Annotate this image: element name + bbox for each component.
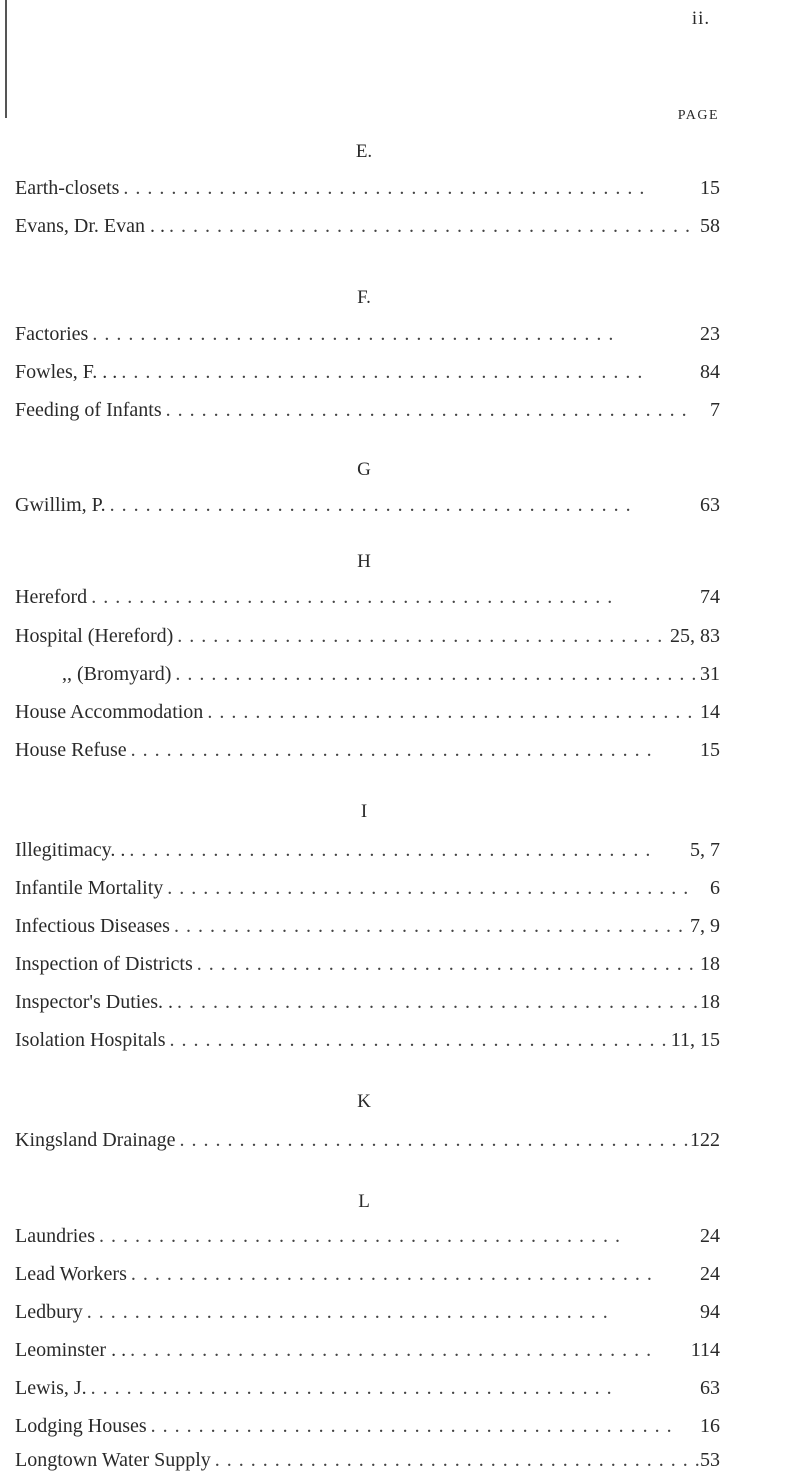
index-entry xyxy=(15,1222,720,1250)
entry-label: Lewis, J. xyxy=(15,1377,87,1399)
section-letter-g: G xyxy=(357,459,371,480)
index-entry xyxy=(15,174,720,202)
entry-label: Kingsland Drainage xyxy=(15,1129,176,1151)
page-number: ii. xyxy=(691,8,711,29)
entry-label: Hospital (Hereford) xyxy=(15,625,174,647)
index-entry xyxy=(15,396,720,424)
index-entry xyxy=(15,1298,720,1326)
dot-leader xyxy=(127,1260,700,1288)
section-letter-k: K xyxy=(357,1091,371,1112)
index-entry xyxy=(15,988,720,1016)
index-entry xyxy=(15,1126,720,1154)
entry-page-number: 15 xyxy=(700,739,720,761)
dot-leader xyxy=(171,660,700,688)
index-entry xyxy=(15,836,720,864)
dot-leader xyxy=(163,874,710,902)
index-entry xyxy=(15,358,720,386)
dot-leader xyxy=(117,358,700,386)
index-entry xyxy=(15,491,720,519)
index-entry xyxy=(15,1374,720,1402)
entry-label: Ledbury xyxy=(15,1301,83,1323)
entry-label: Earth-closets xyxy=(15,177,120,199)
index-entry xyxy=(15,1026,720,1054)
entry-label: Isolation Hospitals xyxy=(15,1029,166,1051)
entry-page-number: 53 xyxy=(700,1449,720,1471)
entry-label: Leominster . . xyxy=(15,1339,127,1361)
section-letter-h: H xyxy=(357,551,371,572)
entry-label: Hereford xyxy=(15,586,88,608)
dot-leader xyxy=(126,1336,691,1364)
dot-leader xyxy=(162,396,710,424)
dot-leader xyxy=(193,950,700,978)
index-entry xyxy=(15,583,720,611)
entry-page-number: 7, 9 xyxy=(690,915,720,937)
index-entry xyxy=(15,736,720,764)
entry-label: Longtown Water Supply xyxy=(15,1449,211,1471)
entry-label: Infantile Mortality xyxy=(15,877,164,899)
dot-leader xyxy=(211,1446,700,1474)
entry-page-number: 23 xyxy=(700,323,720,345)
index-entry xyxy=(15,1446,720,1474)
dot-leader xyxy=(203,698,700,726)
index-entry xyxy=(15,950,720,978)
dot-leader xyxy=(170,912,690,940)
entry-page-number: 11, 15 xyxy=(670,1029,720,1051)
entry-page-number: 15 xyxy=(700,177,720,199)
entry-label: House Accommodation xyxy=(15,701,204,723)
dot-leader xyxy=(95,1222,700,1250)
index-entry xyxy=(15,912,720,940)
entry-label: Inspection of Districts xyxy=(15,953,193,975)
entry-page-number: 25, 83 xyxy=(670,625,720,647)
entry-page-number: 14 xyxy=(700,701,720,723)
entry-label: Fowles, F. . . xyxy=(15,361,118,383)
index-entry xyxy=(15,212,720,240)
entry-page-number: 5, 7 xyxy=(690,839,720,861)
entry-page-number: 114 xyxy=(690,1339,720,1361)
dot-leader xyxy=(125,836,690,864)
entry-page-number: 58 xyxy=(700,215,720,237)
dot-leader xyxy=(165,212,700,240)
index-entry xyxy=(15,1412,720,1440)
entry-page-number: 63 xyxy=(700,1377,720,1399)
dot-leader xyxy=(166,1026,671,1054)
dot-leader xyxy=(173,622,670,650)
index-entry xyxy=(15,622,720,650)
entry-label: Laundries xyxy=(15,1225,95,1247)
entry-label: Evans, Dr. Evan . . xyxy=(15,215,165,237)
entry-page-number: 84 xyxy=(700,361,720,383)
entry-page-number: 63 xyxy=(700,494,720,516)
entry-page-number: 16 xyxy=(700,1415,720,1437)
entry-label: Inspector's Duties. . xyxy=(15,991,174,1013)
entry-label: Lead Workers xyxy=(15,1263,127,1285)
index-entry xyxy=(15,1260,720,1288)
dot-leader xyxy=(147,1412,700,1440)
entry-label: ,, (Bromyard) xyxy=(62,663,172,685)
entry-page-number: 94 xyxy=(700,1301,720,1323)
entry-label: Lodging Houses xyxy=(15,1415,147,1437)
entry-label: Infectious Diseases xyxy=(15,915,170,937)
index-entry xyxy=(15,320,720,348)
dot-leader xyxy=(119,174,700,202)
entry-page-number: 18 xyxy=(700,991,720,1013)
dot-leader xyxy=(173,988,700,1016)
entry-page-number: 31 xyxy=(700,663,720,685)
dot-leader xyxy=(87,583,700,611)
dot-leader xyxy=(83,1298,700,1326)
entry-page-number: 24 xyxy=(700,1225,720,1247)
entry-page-number: 122 xyxy=(690,1129,720,1151)
entry-page-number: 18 xyxy=(700,953,720,975)
dot-leader xyxy=(127,736,700,764)
entry-label: House Refuse xyxy=(15,739,127,761)
left-margin-rule xyxy=(5,0,7,118)
section-letter-i: I xyxy=(360,801,368,822)
dot-leader xyxy=(87,1374,700,1402)
index-entry xyxy=(15,660,720,688)
entry-page-number: 74 xyxy=(700,586,720,608)
dot-leader xyxy=(176,1126,690,1154)
dot-leader xyxy=(88,320,700,348)
entry-label: Feeding of Infants xyxy=(15,399,162,421)
entry-page-number: 7 xyxy=(710,399,720,421)
entry-page-number: 6 xyxy=(710,877,720,899)
section-letter-e: E. xyxy=(355,141,373,162)
page-column-label: PAGE xyxy=(677,108,719,123)
entry-label: Illegitimacy. . xyxy=(15,839,126,861)
entry-label: Factories xyxy=(15,323,89,345)
section-letter-l: L xyxy=(358,1191,370,1212)
entry-page-number: 24 xyxy=(700,1263,720,1285)
index-entry xyxy=(15,698,720,726)
section-letter-f: F. xyxy=(357,287,371,308)
index-entry xyxy=(15,1336,720,1364)
index-entry xyxy=(15,874,720,902)
entry-label: Gwillim, P. xyxy=(15,494,106,516)
dot-leader xyxy=(106,491,700,519)
